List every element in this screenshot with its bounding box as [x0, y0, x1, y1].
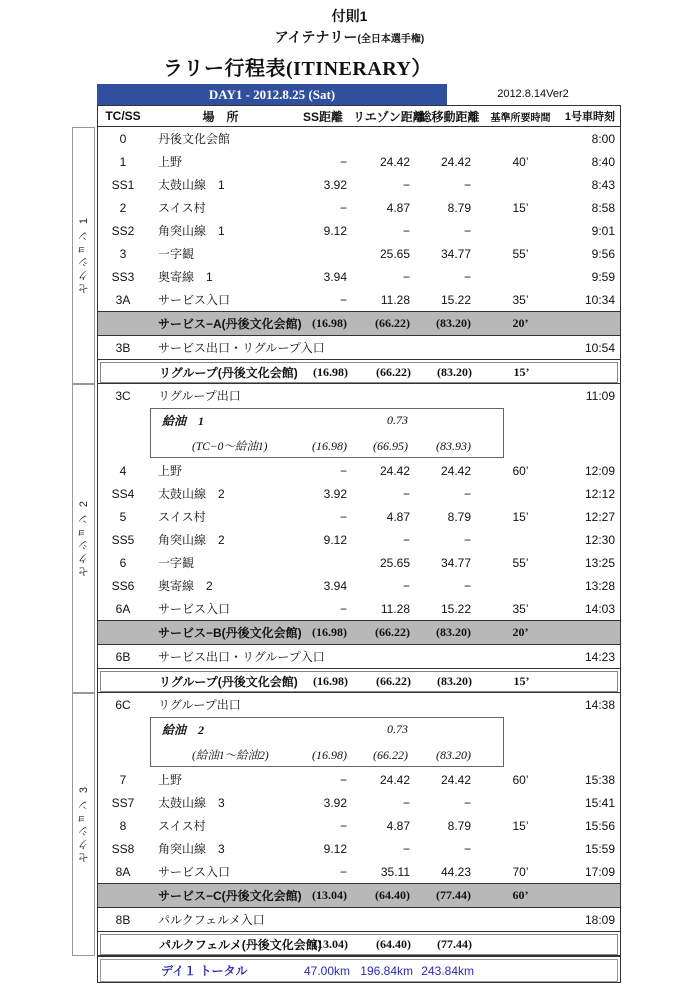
cell-ss: (13.04) — [312, 888, 347, 902]
col-header-tcss: TC/SS — [105, 109, 141, 123]
itinerary-row — [98, 196, 620, 219]
col-header-ss: SS距離 — [302, 109, 343, 124]
cell-total: − — [463, 532, 471, 547]
cell-tc: 3C — [115, 388, 131, 403]
cell-ss: (13.04) — [313, 937, 348, 951]
cell-time: 10:34 — [584, 292, 615, 307]
cell-ss: − — [339, 292, 347, 307]
service-row — [98, 883, 620, 908]
cell-time: 14:03 — [584, 601, 615, 616]
cell-tc: 1 — [119, 154, 127, 169]
cell-liaison: 24.42 — [379, 463, 410, 478]
cell-req: 60’ — [512, 772, 529, 787]
itinerary-row — [98, 574, 620, 597]
cell-liaison: 11.28 — [380, 601, 410, 616]
cell-tc: 8A — [115, 864, 131, 879]
cell-tc: 0 — [119, 131, 127, 146]
cell-liaison: 25.65 — [379, 246, 410, 261]
cell-time: 8:40 — [591, 154, 615, 169]
cell-req: 15’ — [513, 674, 530, 688]
cell-total: 34.77 — [440, 555, 471, 570]
cell-liaison: − — [402, 532, 410, 547]
refuel-box-border — [150, 717, 504, 767]
cell-tc: SS4 — [111, 486, 135, 501]
cell-total: (83.20) — [437, 365, 472, 379]
itinerary-row — [98, 791, 620, 814]
banner-row — [97, 84, 619, 105]
cell-time: 12:30 — [584, 532, 615, 547]
section-label: セクション 2 — [77, 499, 90, 578]
cell-total: 44.23 — [440, 864, 471, 879]
day-total-label: デイ１ トータル — [161, 964, 248, 978]
cell-total: 8.79 — [447, 509, 471, 524]
cell-time: 15:56 — [584, 818, 615, 833]
cell-place: 一字観 — [158, 247, 195, 261]
cell-place: サービス出口・リグループ入口 — [158, 341, 325, 355]
cell-total: − — [463, 223, 471, 238]
itinerary-row — [98, 860, 620, 883]
section-1 — [77, 127, 620, 384]
cell-time: 12:09 — [584, 463, 615, 478]
cell-time: 15:59 — [584, 841, 615, 856]
cell-place: 一字観 — [158, 556, 195, 570]
cell-total: 24.42 — [440, 463, 471, 478]
cell-liaison: (66.22) — [375, 316, 410, 330]
subtitle-text: アイテナリー — [274, 29, 358, 45]
cell-req: 20’ — [512, 625, 529, 639]
cell-liaison: 11.28 — [380, 292, 410, 307]
annex-label: 付則1 — [331, 8, 368, 24]
col-header-place: 場 所 — [202, 109, 239, 124]
cell-total: (83.93) — [436, 438, 471, 453]
cell-time: 10:54 — [584, 340, 615, 355]
cell-tc: SS3 — [111, 269, 135, 284]
table-body — [77, 127, 620, 956]
cell-ss: 9.12 — [323, 841, 347, 856]
cell-liaison: (66.22) — [373, 747, 408, 762]
cell-ss: − — [339, 864, 347, 879]
cell-liaison: − — [402, 223, 410, 238]
cell-ss: 9.12 — [323, 532, 347, 547]
itinerary-row — [98, 908, 620, 931]
cell-liaison: − — [402, 486, 410, 501]
cell-total: 15.22 — [440, 292, 471, 307]
itinerary-row — [98, 597, 620, 620]
cell-tc: 3B — [115, 340, 131, 355]
cell-place: サービス−B(丹後文化会館) — [158, 626, 302, 640]
cell-place: パルクフェルメ入口 — [158, 913, 265, 927]
cell-liaison: 4.87 — [386, 200, 410, 215]
cell-place: 角突山線 1 — [158, 224, 225, 238]
cell-place: 奥寄線 1 — [158, 270, 213, 284]
cell-total: 24.42 — [440, 772, 471, 787]
cell-total: 8.79 — [447, 818, 471, 833]
refuel-box-border — [150, 408, 504, 458]
version-label: 2012.8.14Ver2 — [497, 88, 569, 100]
cell-tc: SS2 — [111, 223, 135, 238]
cell-ss: − — [339, 463, 347, 478]
cell-tc: 6C — [115, 697, 131, 712]
cell-req: 15’ — [512, 818, 529, 833]
service-row — [98, 311, 620, 336]
cell-tc: 6A — [115, 601, 131, 616]
cell-req: 35’ — [512, 601, 529, 616]
cell-ss: − — [339, 509, 347, 524]
cell-liaison: 24.42 — [379, 154, 410, 169]
cell-time: 14:38 — [584, 697, 615, 712]
cell-time: 9:59 — [591, 269, 615, 284]
itinerary-row — [98, 505, 620, 528]
cell-ss: − — [339, 772, 347, 787]
cell-time: 13:25 — [584, 555, 615, 570]
cell-total: (77.44) — [436, 888, 471, 902]
itinerary-table — [77, 105, 621, 983]
regroup-box — [100, 362, 618, 383]
cell-place: サービス入口 — [158, 865, 231, 879]
cell-liaison: (66.95) — [373, 438, 408, 453]
regroup-box — [100, 671, 618, 692]
cell-place: スイス村 — [158, 819, 206, 833]
itinerary-row — [98, 127, 620, 150]
cell-req: 15’ — [512, 509, 529, 524]
cell-place: サービス−C(丹後文化会館) — [158, 889, 302, 903]
itinerary-row — [98, 645, 620, 668]
cell-time: 12:27 — [584, 509, 615, 524]
document-subtitle — [0, 27, 699, 47]
cell-time: 15:38 — [584, 772, 615, 787]
itinerary-row — [98, 768, 620, 791]
cell-tc: SS7 — [111, 795, 135, 810]
cell-place: 角突山線 3 — [158, 842, 225, 856]
cell-place: 上野 — [158, 464, 183, 478]
day-total-ss: 47.00km — [303, 963, 350, 978]
cell-place: 太鼓山線 1 — [158, 178, 225, 192]
cell-req: 15’ — [513, 365, 530, 379]
cell-liaison: 35.11 — [380, 864, 410, 879]
cell-total: − — [463, 795, 471, 810]
day-total-box — [100, 959, 618, 982]
cell-place: リグループ(丹後文化会館) — [159, 675, 298, 689]
col-header-req: 基準所要時間 — [490, 112, 551, 124]
cell-tc: 2 — [119, 200, 127, 215]
cell-total: 34.77 — [440, 246, 471, 261]
regroup-box — [100, 934, 618, 955]
cell-req: 35’ — [512, 292, 529, 307]
section-label: セクション 3 — [77, 785, 90, 864]
col-header-time: 1号車時刻 — [564, 111, 615, 123]
cell-place: 上野 — [158, 155, 183, 169]
cell-ss: − — [339, 200, 347, 215]
section-bracket — [72, 384, 95, 693]
cell-liaison: (64.40) — [375, 888, 410, 902]
cell-liaison: 0.73 — [387, 412, 408, 427]
cell-place: リグループ出口 — [158, 698, 241, 712]
cell-tc: SS1 — [111, 177, 135, 192]
refuel-row — [98, 716, 620, 768]
cell-ss: 9.12 — [323, 223, 347, 238]
cell-liaison: − — [402, 177, 410, 192]
cell-place: リグループ出口 — [158, 389, 241, 403]
section-2 — [77, 384, 620, 693]
cell-ss: − — [339, 154, 347, 169]
cell-total: (83.20) — [436, 747, 471, 762]
cell-ss: (16.98) — [313, 365, 348, 379]
section-3 — [77, 693, 620, 956]
section-bracket — [72, 693, 95, 956]
itinerary-row — [98, 173, 620, 196]
cell-ss: 3.92 — [323, 177, 347, 192]
cell-liaison: − — [402, 269, 410, 284]
col-header-total: 総移動距離 — [419, 109, 480, 124]
cell-liaison: 4.87 — [386, 818, 410, 833]
cell-total: (83.20) — [436, 625, 471, 639]
cell-total: 15.22 — [440, 601, 471, 616]
cell-time: 18:09 — [584, 912, 615, 927]
section-label: セクション 1 — [77, 216, 90, 295]
day-total-row — [98, 956, 620, 982]
cell-tc: SS5 — [111, 532, 135, 547]
cell-place: 太鼓山線 3 — [158, 796, 225, 810]
cell-req: 40’ — [512, 154, 529, 169]
itinerary-row — [98, 150, 620, 173]
cell-place: 角突山線 2 — [158, 533, 225, 547]
day-total-liaison: 196.84km — [360, 963, 413, 978]
day-total-distance: 243.84km — [421, 963, 474, 978]
itinerary-row — [98, 459, 620, 482]
cell-tc: SS6 — [111, 578, 135, 593]
cell-req: 70’ — [512, 864, 529, 879]
service-row — [98, 620, 620, 645]
cell-ss: − — [339, 818, 347, 833]
cell-total: − — [463, 269, 471, 284]
cell-place: スイス村 — [158, 201, 206, 215]
itinerary-row — [98, 265, 620, 288]
cell-req: 20’ — [512, 316, 529, 330]
cell-total: − — [463, 177, 471, 192]
cell-ss: (16.98) — [312, 316, 347, 330]
cell-total: (83.20) — [437, 674, 472, 688]
cell-place: 給油 1 — [162, 413, 205, 428]
cell-ss: − — [339, 601, 347, 616]
cell-total: − — [463, 841, 471, 856]
cell-tc: 4 — [119, 463, 127, 478]
cell-liaison: − — [402, 578, 410, 593]
cell-place: 丹後文化会館 — [158, 132, 231, 146]
cell-ss: (16.98) — [313, 674, 348, 688]
cell-liaison: (66.22) — [376, 674, 411, 688]
cell-place: サービス入口 — [158, 293, 231, 307]
cell-liaison: 0.73 — [387, 721, 408, 736]
itinerary-row — [98, 219, 620, 242]
cell-ss: (16.98) — [312, 747, 347, 762]
cell-total: 24.42 — [440, 154, 471, 169]
cell-time: 8:58 — [591, 200, 615, 215]
subtitle-note: (全日本選手権) — [357, 34, 425, 45]
cell-liaison: 4.87 — [386, 509, 410, 524]
cell-ss: 3.92 — [323, 486, 347, 501]
cell-ss: 3.94 — [323, 578, 347, 593]
cell-tc: 7 — [119, 772, 127, 787]
cell-total: − — [463, 578, 471, 593]
cell-time: 12:12 — [584, 486, 615, 501]
itinerary-row — [98, 336, 620, 359]
cell-total: (83.20) — [436, 316, 471, 330]
cell-ss: 3.94 — [323, 269, 347, 284]
itinerary-row — [98, 384, 620, 407]
cell-total: − — [463, 486, 471, 501]
cell-place: 奥寄線 2 — [158, 579, 213, 593]
cell-req: 55’ — [512, 555, 529, 570]
cell-liaison: (66.22) — [376, 365, 411, 379]
cell-tc: 6 — [119, 555, 127, 570]
cell-req: 60’ — [512, 888, 529, 902]
cell-req: 55’ — [512, 246, 529, 261]
itinerary-row — [98, 482, 620, 505]
cell-time: 15:41 — [584, 795, 615, 810]
cell-liaison: (64.40) — [376, 937, 411, 951]
cell-tc: 8 — [119, 818, 127, 833]
cell-ss: (16.98) — [312, 625, 347, 639]
cell-time: 17:09 — [584, 864, 615, 879]
cell-place: スイス村 — [158, 510, 206, 524]
cell-ss: (16.98) — [312, 438, 347, 453]
itinerary-row — [98, 693, 620, 716]
cell-liaison: − — [402, 841, 410, 856]
section-bracket — [72, 127, 95, 384]
cell-time: 14:23 — [584, 649, 615, 664]
cell-place: サービス入口 — [158, 602, 231, 616]
regroup-row — [98, 359, 620, 384]
cell-total: (77.44) — [437, 937, 472, 951]
refuel-row — [98, 407, 620, 459]
cell-place: 上野 — [158, 773, 183, 787]
itinerary-row — [98, 528, 620, 551]
cell-tc: 3A — [115, 292, 131, 307]
cell-tc: 6B — [115, 649, 131, 664]
cell-tc: 3 — [119, 246, 127, 261]
cell-tc: 5 — [119, 509, 127, 524]
cell-time: 9:56 — [591, 246, 615, 261]
itinerary-row — [98, 837, 620, 860]
cell-time: 9:01 — [591, 223, 615, 238]
cell-liaison: 25.65 — [379, 555, 410, 570]
regroup-row — [98, 668, 620, 693]
cell-liaison: 24.42 — [379, 772, 410, 787]
cell-place: サービス−A(丹後文化会館) — [158, 317, 302, 331]
regroup-row — [98, 931, 620, 956]
cell-time: 13:28 — [584, 578, 615, 593]
cell-place: 太鼓山線 2 — [158, 487, 225, 501]
itinerary-row — [98, 551, 620, 574]
cell-time: 8:00 — [591, 131, 615, 146]
cell-place: 給油 2 — [162, 722, 205, 737]
cell-place: パルクフェルメ(丹後文化会館) — [159, 938, 322, 952]
cell-place: (給油1〜給油2) — [192, 750, 269, 762]
cell-tc: 8B — [115, 912, 131, 927]
cell-req: 15’ — [512, 200, 529, 215]
cell-time: 8:43 — [591, 177, 615, 192]
cell-tc: SS8 — [111, 841, 135, 856]
cell-total: 8.79 — [447, 200, 471, 215]
cell-req: 60’ — [512, 463, 529, 478]
day1-banner: DAY1 - 2012.8.25 (Sat) — [97, 84, 447, 105]
col-header-liaison: リエゾン距離 — [353, 109, 425, 124]
cell-place: リグループ(丹後文化会館) — [159, 366, 298, 380]
page-title: ラリー行程表(ITINERARY） — [163, 58, 432, 80]
cell-place: サービス出口・リグループ入口 — [158, 650, 325, 664]
cell-time: 11:09 — [585, 388, 615, 403]
itinerary-row — [98, 814, 620, 837]
cell-liaison: (66.22) — [375, 625, 410, 639]
cell-liaison: − — [402, 795, 410, 810]
cell-place: (TC−0〜給油1) — [192, 441, 268, 453]
itinerary-row — [98, 288, 620, 311]
table-header-row — [98, 106, 620, 127]
itinerary-row — [98, 242, 620, 265]
cell-ss: 3.92 — [323, 795, 347, 810]
